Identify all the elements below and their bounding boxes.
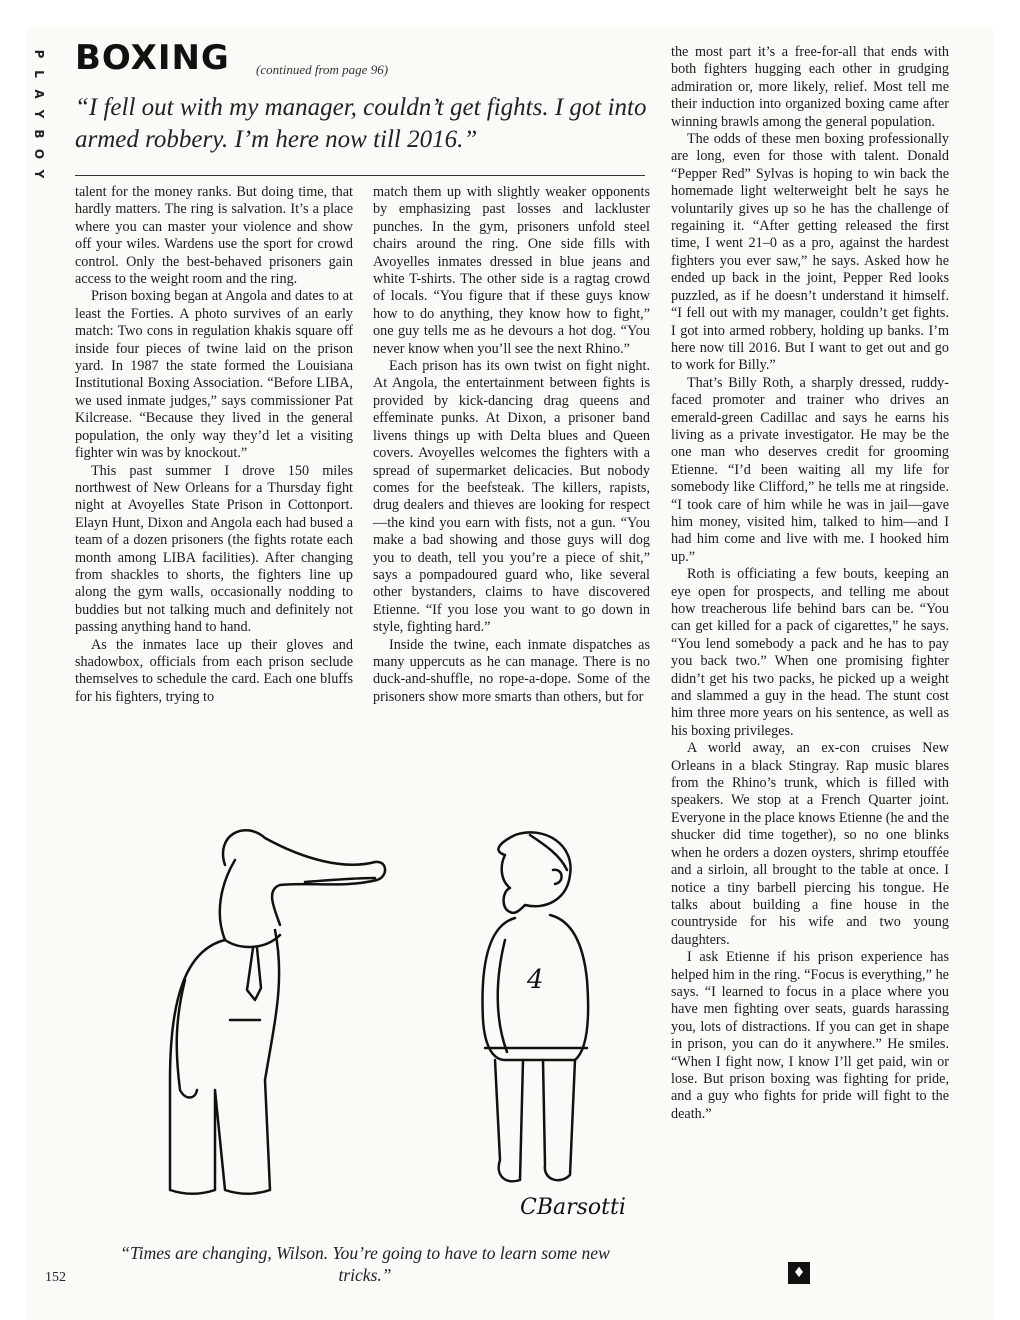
spine-letter: Y [32, 109, 46, 119]
spine-letter: Y [32, 169, 46, 179]
man-figure [482, 832, 588, 1181]
article-paragraph: A world away, an ex-con cruises New Orleans in a black Stingray. Rap music blares from the Rhino’s trunk, which is filled with speakers. We stop at a French Quarter joint. Everyone in the place knows Etienne (he and the shucker did time together), so no one blinks when he orders a dozen oysters, shrimp etouffée and a sirloin, all brought to the table at once. I notice a tiny barbell piercing his tongue. He talks about building a fine house in the countryside for his wife and two young daughters. [671, 740, 949, 948]
dog-tie [247, 948, 261, 1000]
man-cap-line [530, 835, 567, 870]
cartoon-illustration [75, 790, 660, 1230]
dog-ear [220, 860, 235, 940]
article-paragraph: talent for the money ranks. But doing time, that hardly matters. The ring is salvation. It’s a place where you can master your violence and show off your wiles. Wardens use the sport for crowd control. Only the best-behaved prisoners gain access to the weight room and the ring. [75, 184, 353, 288]
pull-quote: “I fell out with my manager, couldn’t get fights. I got into armed robbery. I’m here now till 2016.” [75, 94, 647, 153]
article-paragraph: This past summer I drove 150 miles northwest of New Orleans for a Thursday fight night at Avoyelles State Prison in Cottonport. Elayn Hunt, Dixon and Angola each had bused a team of a dozen prisoners (the fights rotate each month among LIBA facilities). After changing from shackles to shorts, the fighters line up along the gym walls, occasionally nodding to buddies but not talking much and definitely not passing anything hand to hand. [75, 462, 353, 636]
article-paragraph: The odds of these men boxing professionally are long, even for those with talent. Donald “Pepper Red” Sylvas is hoping to win back the homemade light welterweight belt he says he voluntarily gives up so he has the challenge of regaining it. “After getting released the first time, I went 21–0 as a pro, against the hardest fighters you ever saw,” he says. Asked how he ended up back in the joint, Pepper Red looks puzzled, as if he doesn’t understand it himself. “I fell out with my manager, couldn’t get fights. I got into armed robbery, holding up banks. I’m here now till 2016. But I want to get out and go to work for Billy.” [671, 131, 949, 374]
cartoon-caption: “Times are changing, Wilson. You’re going to have to learn some new tricks.” [120, 1243, 610, 1285]
article-paragraph: As the inmates lace up their gloves and shadowbox, officials from each prison seclude themselves to schedule the card. Each one bluffs for his fighters, trying to [75, 636, 353, 705]
dog-body [170, 930, 279, 1194]
cartoon-shirt-number: 4 [527, 965, 544, 995]
continued-note: (continued from page 96) [256, 62, 389, 77]
spine-letter: B [32, 129, 46, 139]
page-number: 152 [45, 1270, 66, 1285]
article-paragraph: the most part it’s a free-for-all that ends with both fighters hugging each other in grudging admiration or, more likely, relief. Most tell me their induction into organized boxing came after winning brawls among the general population. [671, 44, 949, 130]
section-title: BOXING [75, 38, 230, 78]
article-column-1 [75, 184, 353, 706]
spine-letter: L [32, 70, 46, 78]
cartoonist-signature: CBarsotti [520, 1195, 626, 1220]
spine-letter: A [32, 89, 46, 99]
dog-collar [225, 935, 280, 947]
article-paragraph: match them up with slightly weaker opponents by emphasizing past losses and lackluster punches. In the gym, prisoners unfold steel chairs around the ring. One side fills with Avoyelles inmates dressed in blue jeans and white T-shirts. The other side is a ragtag crowd of locals. “You figure that if these guys know how to do anything, they know how to fight,” one guy tells me as he devours a hot dog. “You never know when you’ll see the next Rhino.” [373, 184, 650, 357]
man-leg-right [543, 1060, 575, 1180]
man-leg-left [495, 1060, 523, 1181]
article-paragraph: That’s Billy Roth, a sharply dressed, ruddy-faced promoter and trainer who drives an emerald-green Cadillac and says he earns his living as a private investigator. He may be the one man who deserves credit for grooming Etienne. “I’d been waiting all my life for somebody like Clifford,” he tells me at ringside. “I took care of him while he was in jail—gave him money, visited him, talked to him—and I had him come and live with me. I hooked him up.” [671, 374, 949, 565]
article-paragraph: Prison boxing began at Angola and dates to at least the Forties. A photo survives of an early match: Two cons in regulation khakis square off inside four pieces of twine laid on the prison yard. In 1987 the state formed the Louisiana Institutional Boxing Association. “Before LIBA, we used inmate judges,” says commissioner Pat Kilcrease. “Because they lived in the general population, the only way they’d let a visiting fighter win was by knockout.” [75, 288, 353, 462]
man-arm [498, 940, 507, 1052]
magazine-spine-label [30, 44, 48, 184]
article-paragraph: Inside the twine, each inmate dispatches as many uppercuts as he can manage. There is no duck-and-shuffle, no rope-a-dope. Some of the prisoners show more smarts than others, but for [373, 636, 650, 705]
article-column-3 [671, 44, 949, 1123]
dog-figure [170, 830, 385, 1194]
article-paragraph: Each prison has its own twist on fight night. At Angola, the entertainment between fights is provided by kick-dancing drag queens and effeminate punks. At Dixon, a prisoner band livens things up with Delta blues and Queen covers. Avoyelles welcomes the fighters with a spread of supermarket delicacies. But nobody comes for the beefsteak. The killers, rapists, drug dealers and thieves are looking for respect—the kind you earn with fists, not a gun. “You make a bad showing and those guys will dog you to death, tell you you’re a piece of shit,” says a pompadoured guard who, like several other bystanders, claims to have discovered Etienne. “If you lose you want to go down in style, fighting hard.” [373, 358, 650, 636]
article-paragraph: Roth is officiating a few bouts, keeping an eye open for prospects, and telling me about how treacherous life behind bars can be. “You can get killed for a pack of cigarettes,” he says. “You lend somebody a pack and he has to pay you back two.” When one promising fighter didn’t get his two packs, he picked up a weight and slammed a guy in the head. The stunt cost him three more years on his sentence, as well as his boxing privileges. [671, 566, 949, 739]
article-column-2 [373, 184, 650, 706]
spine-letter: O [32, 148, 46, 160]
dog-arm [177, 980, 197, 1098]
article-paragraph: I ask Etienne if his prison experience has helped him in the ring. “Focus is everything,” he says. “I learned to focus in a place where you have men fighting over seats, guards harassing you, lots of distractions. If you can get in shape in prison, you can do it anywhere.” He smiles. “When I fight now, I know I’ll get paid, win or lose. But prison boxing was fighting for pride, and a guy who fights for pride will fight to the death.” [671, 949, 949, 1122]
spine-letter: P [32, 49, 46, 59]
header-rule [75, 175, 645, 176]
rabbit-end-mark-icon: ♦ [788, 1262, 810, 1284]
man-ear [553, 870, 562, 884]
